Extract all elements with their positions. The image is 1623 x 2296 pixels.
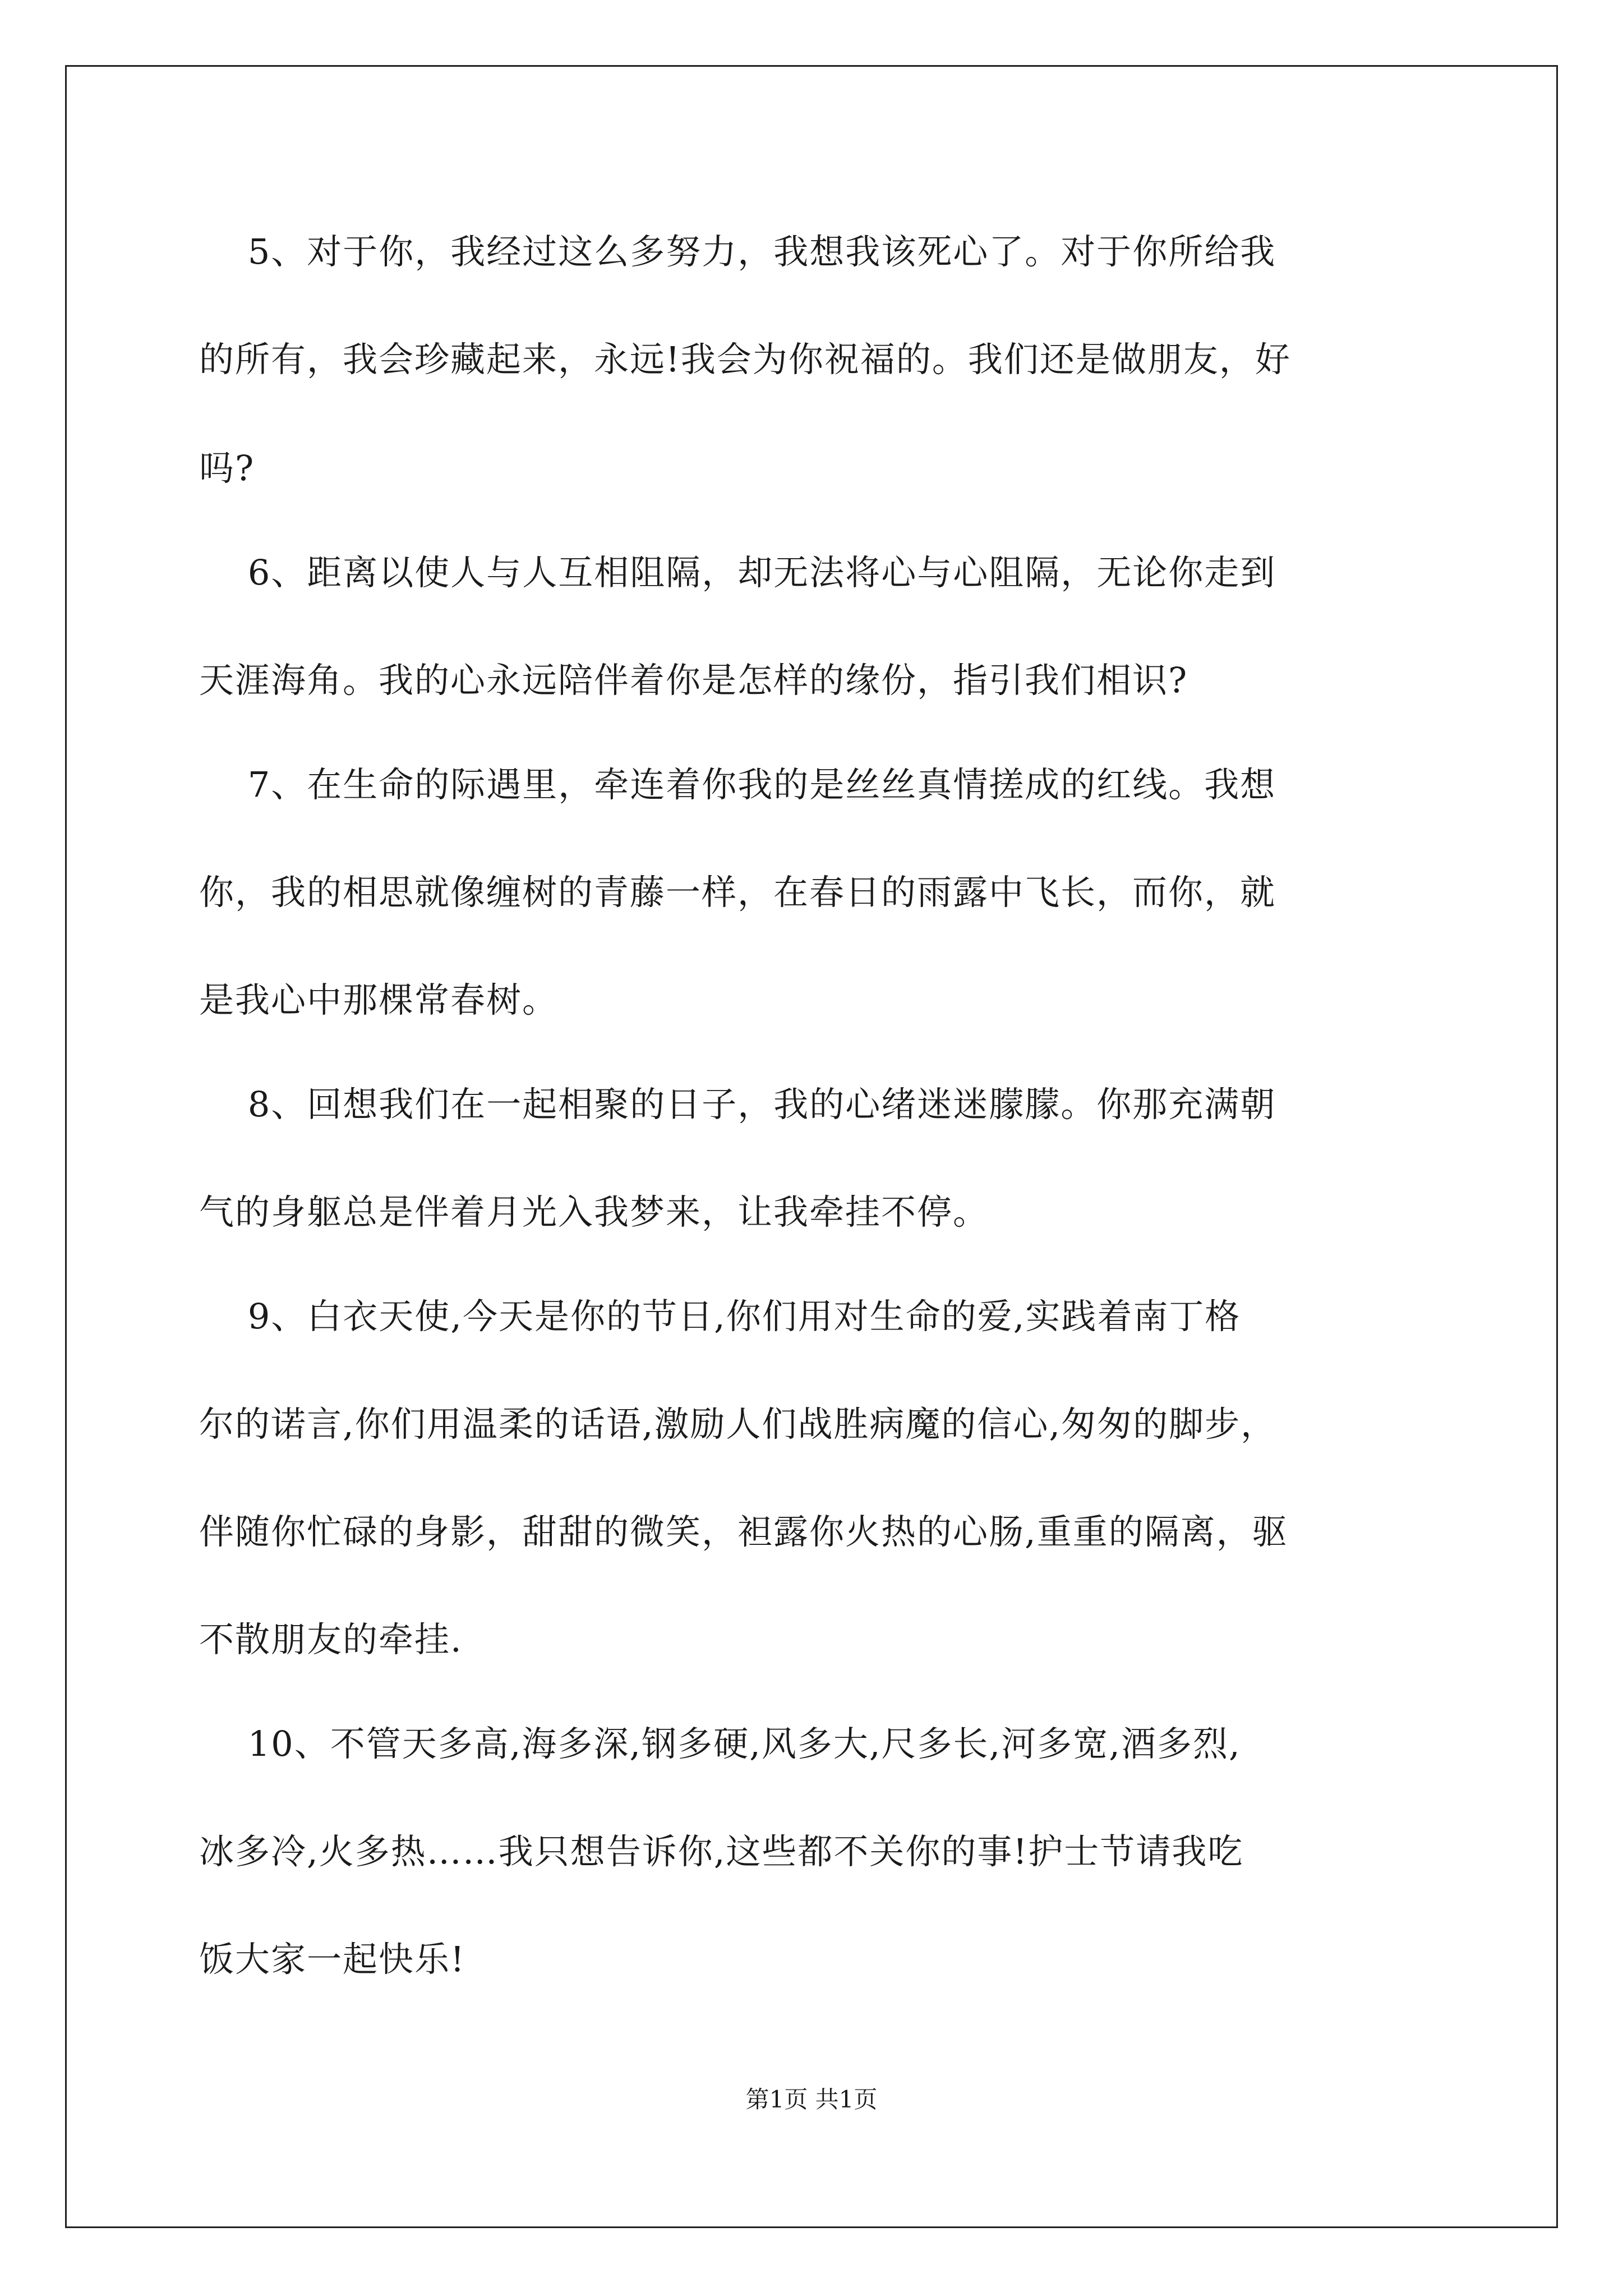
text-line: 7、在生命的际遇里，牵连着你我的是丝丝真情搓成的红线。我想	[199, 764, 1276, 805]
text-line: 6、距离以使人与人互相阻隔，却无法将心与心阻隔，无论你走到	[199, 552, 1276, 593]
text-line: 天涯海角。我的心永远陪伴着你是怎样的缘份，指引我们相识?	[199, 660, 1188, 701]
text-line: 9、白衣天使,今天是你的节日,你们用对生命的爱,实践着南丁格	[199, 1296, 1241, 1337]
text-line: 不散朋友的牵挂.	[199, 1619, 463, 1660]
text-line: 伴随你忙碌的身影，甜甜的微笑，袒露你火热的心肠,重重的隔离，驱	[199, 1511, 1288, 1552]
text-line: 5、对于你，我经过这么多努力，我想我该死心了。对于你所给我	[199, 231, 1276, 272]
text-line: 冰多冷,火多热……我只想告诉你,这些都不关你的事!护士节请我吃	[199, 1831, 1244, 1872]
text-line: 的所有，我会珍藏起来，永远!我会为你祝福的。我们还是做朋友，好	[199, 339, 1291, 380]
text-line: 是我心中那棵常春树。	[199, 979, 559, 1020]
text-line: 10、不管天多高,海多深,钢多硬,风多大,尺多长,河多宽,酒多烈,	[199, 1723, 1241, 1764]
text-line: 气的身躯总是伴着月光入我梦来，让我牵挂不停。	[199, 1191, 989, 1232]
page-border	[65, 65, 1558, 2228]
page-number-footer: 第1页 共1页	[745, 2086, 878, 2113]
text-line: 8、回想我们在一起相聚的日子，我的心绪迷迷朦朦。你那充满朝	[199, 1084, 1276, 1125]
text-line: 你，我的相思就像缠树的青藤一样，在春日的雨露中飞长，而你，就	[199, 872, 1276, 913]
text-line: 饭大家一起快乐!	[199, 1939, 465, 1980]
text-line: 吗?	[199, 448, 255, 489]
text-line: 尔的诺言,你们用温柔的话语,激励人们战胜病魔的信心,匆匆的脚步，	[199, 1404, 1277, 1444]
